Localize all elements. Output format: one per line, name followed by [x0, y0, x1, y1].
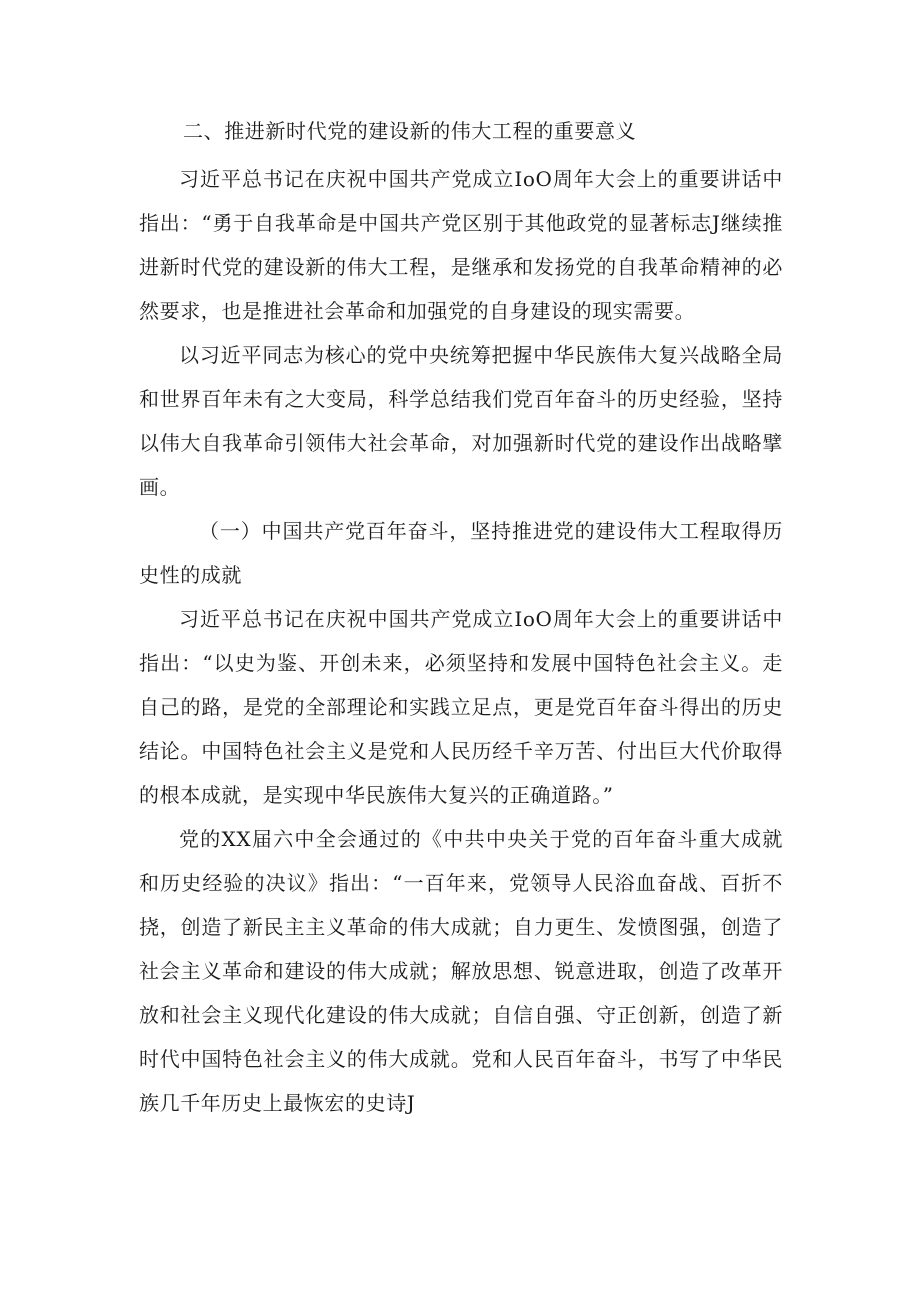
paragraph-speech-quote: 习近平总书记在庆祝中国共产党成立IoO周年大会上的重要讲话中指出：“勇于自我革命是中国共产党区别于其他政党的显著标志J继续推进新时代党的建设新的伟大工程，是继承和发扬党的自我革命精神的必然要求，也是推进社会革命和加强党的自身建设的现实需要。: [139, 167, 783, 323]
paragraph-central-committee: 以习近平同志为核心的党中央统筹把握中华民族伟大复兴战略全局和世界百年未有之大变局，科学总结我们党百年奋斗的历史经验，坚持以伟大自我革命引领伟大社会革命，对加强新时代党的建设作出战略擘画。: [139, 343, 783, 499]
paragraph-socialism-quote: 习近平总书记在庆祝中国共产党成立IoO周年大会上的重要讲话中指出：“以史为鉴、开创未来，必须坚持和发展中国特色社会主义。走自己的路，是党的全部理论和实践立足点，更是党百年奋斗得出的历史结论。中国特色社会主义是党和人民历经千辛万苦、付出巨大代价取得的根本成就，是实现中华民族伟大复兴的正确道路。”: [139, 607, 783, 807]
document-body: [139, 109, 783, 1125]
subsection-heading: （一）中国共产党百年奋斗，坚持推进党的建设伟大工程取得历史性的成就: [139, 519, 783, 587]
section-heading: 二、推进新时代党的建设新的伟大工程的重要意义: [183, 119, 637, 143]
paragraph-resolution-quote: 党的XX届六中全会通过的《中共中央关于党的百年奋斗重大成就和历史经验的决议》指出：“一百年来，党领导人民浴血奋战、百折不挠，创造了新民主主义革命的伟大成就；自力更生、发愤图强，创造了社会主义革命和建设的伟大成就；解放思想、锐意进取，创造了改革开放和社会主义现代化建设的伟大成就；自信自强、守正创新，创造了新时代中国特色社会主义的伟大成就。党和人民百年奋斗，书写了中华民族几千年历史上最恢宏的史诗J: [139, 827, 783, 1115]
